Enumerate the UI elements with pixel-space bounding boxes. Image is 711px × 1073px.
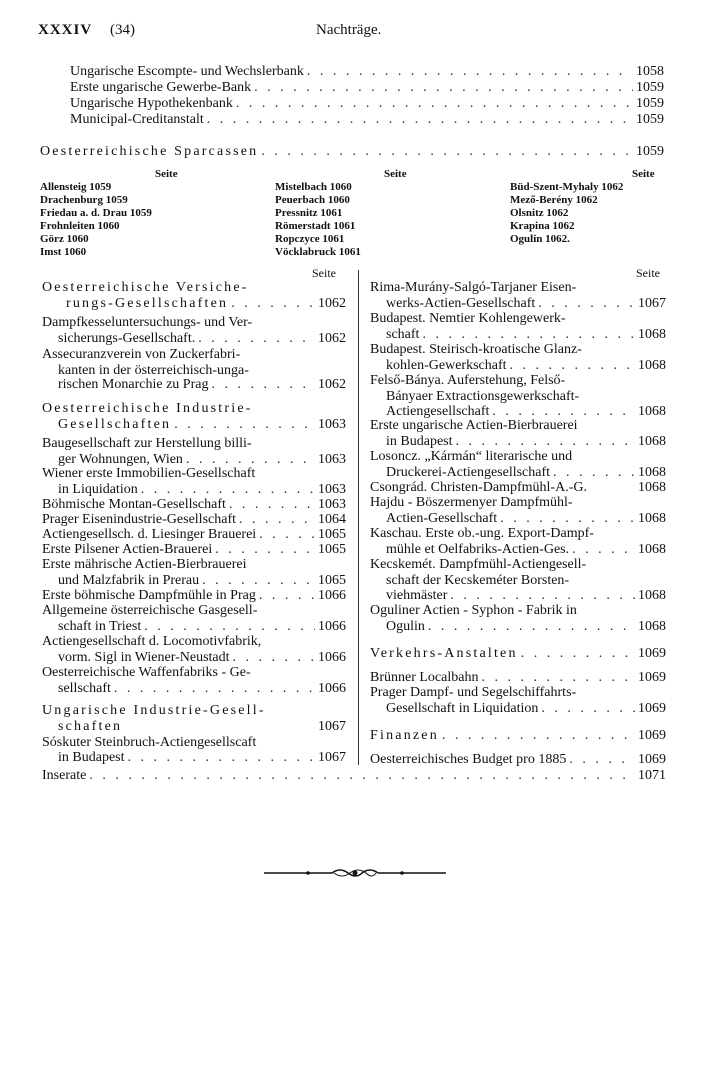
list-item: Drachenburg 1059: [40, 194, 128, 206]
list-item: Friedau a. d. Drau 1059: [40, 207, 152, 219]
toc-entry: kanten in der österreichisch-unga-: [58, 363, 249, 378]
section-heading: Oesterreichische Sparcassen . . . 1059: [40, 144, 664, 160]
toc-entry: Oguliner Actien - Syphon - Fabrik in: [370, 603, 577, 618]
list-item: Römerstadt 1061: [275, 220, 356, 232]
toc-entry: werks-Actien-Gesellschaft . . . 1067: [386, 296, 666, 312]
toc-entry: kohlen-Gewerkschaft . . . 1068: [386, 358, 666, 374]
toc-entry: Felső-Bánya. Auferstehung, Felső-: [370, 373, 566, 388]
toc-entry: Kaschau. Erste ob.-ung. Export-Dampf-: [370, 526, 594, 541]
list-item: Mistelbach 1060: [275, 181, 352, 193]
toc-entry: schaft in Triest . . . 1066: [58, 619, 346, 635]
toc-entry: Bányaer Extractionsgewerkschaft-: [386, 389, 580, 404]
section-heading: Ungarische Industrie-Gesell-: [42, 703, 266, 718]
toc-entry: Erste Pilsener Actien-Brauerei . . . 1065: [42, 542, 346, 558]
page-header-number: (34): [110, 22, 135, 38]
list-item: Olsnitz 1062: [510, 207, 569, 219]
list-item: Krapina 1062: [510, 220, 575, 232]
toc-entry: sellschaft . . . 1066: [58, 681, 346, 697]
toc-entry: in Liquidation . . . 1063: [58, 482, 346, 498]
list-item: Peuerbach 1060: [275, 194, 350, 206]
toc-entry: schaft der Kecskeméter Borsten-: [386, 573, 570, 588]
list-item: Mező-Berény 1062: [510, 194, 598, 206]
toc-entry: Gesellschaft in Liquidation . . . 1069: [386, 701, 666, 717]
toc-entry: ger Wohnungen, Wien . . . 1063: [58, 452, 346, 468]
toc-entry: Erste ungarische Actien-Bierbrauerei: [370, 418, 578, 433]
toc-entry: Budapest. Steirisch-kroatische Glanz-: [370, 342, 582, 357]
toc-entry: sicherungs-Gesellschaft. . . . 1062: [58, 331, 346, 347]
toc-entry: Erste böhmische Dampfmühle in Prag . . . 1066: [42, 588, 346, 604]
toc-entry: rischen Monarchie zu Prag . . . 1062: [58, 377, 346, 393]
column-header: Seite: [636, 266, 660, 280]
list-item: Allensteig 1059: [40, 181, 112, 193]
toc-entry: Oesterreichische Waffenfabriks - Ge-: [42, 665, 251, 680]
column-divider: [358, 270, 359, 765]
toc-entry: Prager Dampf- und Segelschiffahrts-: [370, 685, 577, 700]
toc-entry: in Budapest . . . 1067: [58, 750, 346, 766]
toc-entry: in Budapest . . . 1068: [386, 434, 666, 450]
section-heading: Verkehrs-Anstalten . . . 1069: [370, 646, 666, 662]
toc-entry: Actiengesellschaft d. Locomotivfabrik,: [42, 634, 262, 649]
toc-entry: Allgemeine österreichische Gasgesell-: [42, 603, 258, 618]
toc-entry: Ungarische Hypothekenbank . . . 1059: [70, 96, 664, 112]
toc-entry: Actiengesellschaft . . . 1068: [386, 404, 666, 420]
list-item: Imst 1060: [40, 246, 87, 258]
column-header: Seite: [632, 168, 655, 180]
sparcassen-col-1: [40, 181, 152, 259]
section-heading: rungs-Gesellschaften . . . 1062: [66, 296, 346, 312]
decorative-ornament: [262, 866, 448, 880]
toc-entry: Sóskuter Steinbruch-Actiengesellscaft: [42, 735, 257, 750]
toc-entry: Inserate . . . 1071: [42, 768, 666, 784]
list-item: Pressnitz 1061: [275, 207, 343, 219]
toc-entry: und Malzfabrik in Prerau . . . 1065: [58, 573, 346, 589]
toc-entry: Böhmische Montan-Gesellschaft . . . 1063: [42, 497, 346, 513]
toc-entry: vorm. Sigl in Wiener-Neustadt . . . 1066: [58, 650, 346, 666]
column-header: Seite: [155, 168, 178, 180]
toc-entry: Erste mährische Actien-Bierbrauerei: [42, 557, 247, 572]
toc-entry: Baugesellschaft zur Herstellung billi-: [42, 436, 252, 451]
column-header: Seite: [312, 266, 336, 280]
toc-entry: Oesterreichisches Budget pro 1885 . . . 1069: [370, 752, 666, 768]
toc-entry: Actiengesellsch. d. Liesinger Brauerei . . . 1065: [42, 527, 346, 543]
list-item: Frohnleiten 1060: [40, 220, 120, 232]
toc-entry: schaft . . . 1068: [386, 327, 666, 343]
toc-entry: Hajdu - Böszermenyer Dampfmühl-: [370, 495, 573, 510]
toc-entry: Druckerei-Actiengesellschaft . . . 1068: [386, 465, 666, 481]
section-heading: Oesterreichische Industrie-: [42, 401, 253, 416]
list-item: Vöcklabruck 1061: [275, 246, 361, 258]
toc-entry: Kecskemét. Dampfmühl-Actiengesell-: [370, 557, 587, 572]
toc-entry: Ogulin . . . 1068: [386, 619, 666, 635]
list-item: Büd-Szent-Myhaly 1062: [510, 181, 624, 193]
list-item: Ropczyce 1061: [275, 233, 345, 245]
toc-entry: Assecuranzverein von Zuckerfabri-: [42, 347, 241, 362]
toc-entry: Csongrád. Christen-Dampfmühl-A.-G. 1068: [370, 480, 666, 495]
toc-entry: Municipal-Creditanstalt . . . 1059: [70, 112, 664, 128]
toc-entry: viehmäster . . . 1068: [386, 588, 666, 604]
section-heading: Oesterreichische Versiche-: [42, 280, 249, 295]
section-heading: schaften 1067: [58, 719, 346, 734]
toc-entry: Dampfkesseluntersuchungs- und Ver-: [42, 315, 253, 330]
section-heading: Finanzen . . . 1069: [370, 728, 666, 744]
toc-entry: Rima-Murány-Salgó-Tarjaner Eisen-: [370, 280, 577, 295]
sparcassen-col-2: [275, 181, 361, 259]
page-header-roman: XXXIV: [38, 22, 93, 38]
sparcassen-col-3: [510, 181, 623, 246]
toc-entry: Brünner Localbahn . . . 1069: [370, 670, 666, 686]
list-item: Ogulin 1062.: [510, 233, 570, 245]
toc-entry: Actien-Gesellschaft . . . 1068: [386, 511, 666, 527]
toc-entry: Ungarische Escompte- und Wechslerbank . . . 1058: [70, 64, 664, 80]
list-item: Görz 1060: [40, 233, 89, 245]
toc-entry: Budapest. Nemtier Kohlengewerk-: [370, 311, 566, 326]
page-title: Nachträge.: [316, 22, 382, 38]
toc-entry: Prager Eisenindustrie-Gesellschaft . . . 1064: [42, 512, 346, 528]
toc-entry: Wiener erste Immobilien-Gesellschaft: [42, 466, 256, 481]
column-header: Seite: [384, 168, 407, 180]
toc-entry: Erste ungarische Gewerbe-Bank . . . 1059: [70, 80, 664, 96]
section-heading: Gesellschaften . . . 1063: [58, 417, 346, 433]
toc-entry: Losoncz. „Kármán“ literarische und: [370, 449, 573, 464]
toc-entry: mühle et Oelfabriks-Actien-Ges. . . . 1068: [386, 542, 666, 558]
